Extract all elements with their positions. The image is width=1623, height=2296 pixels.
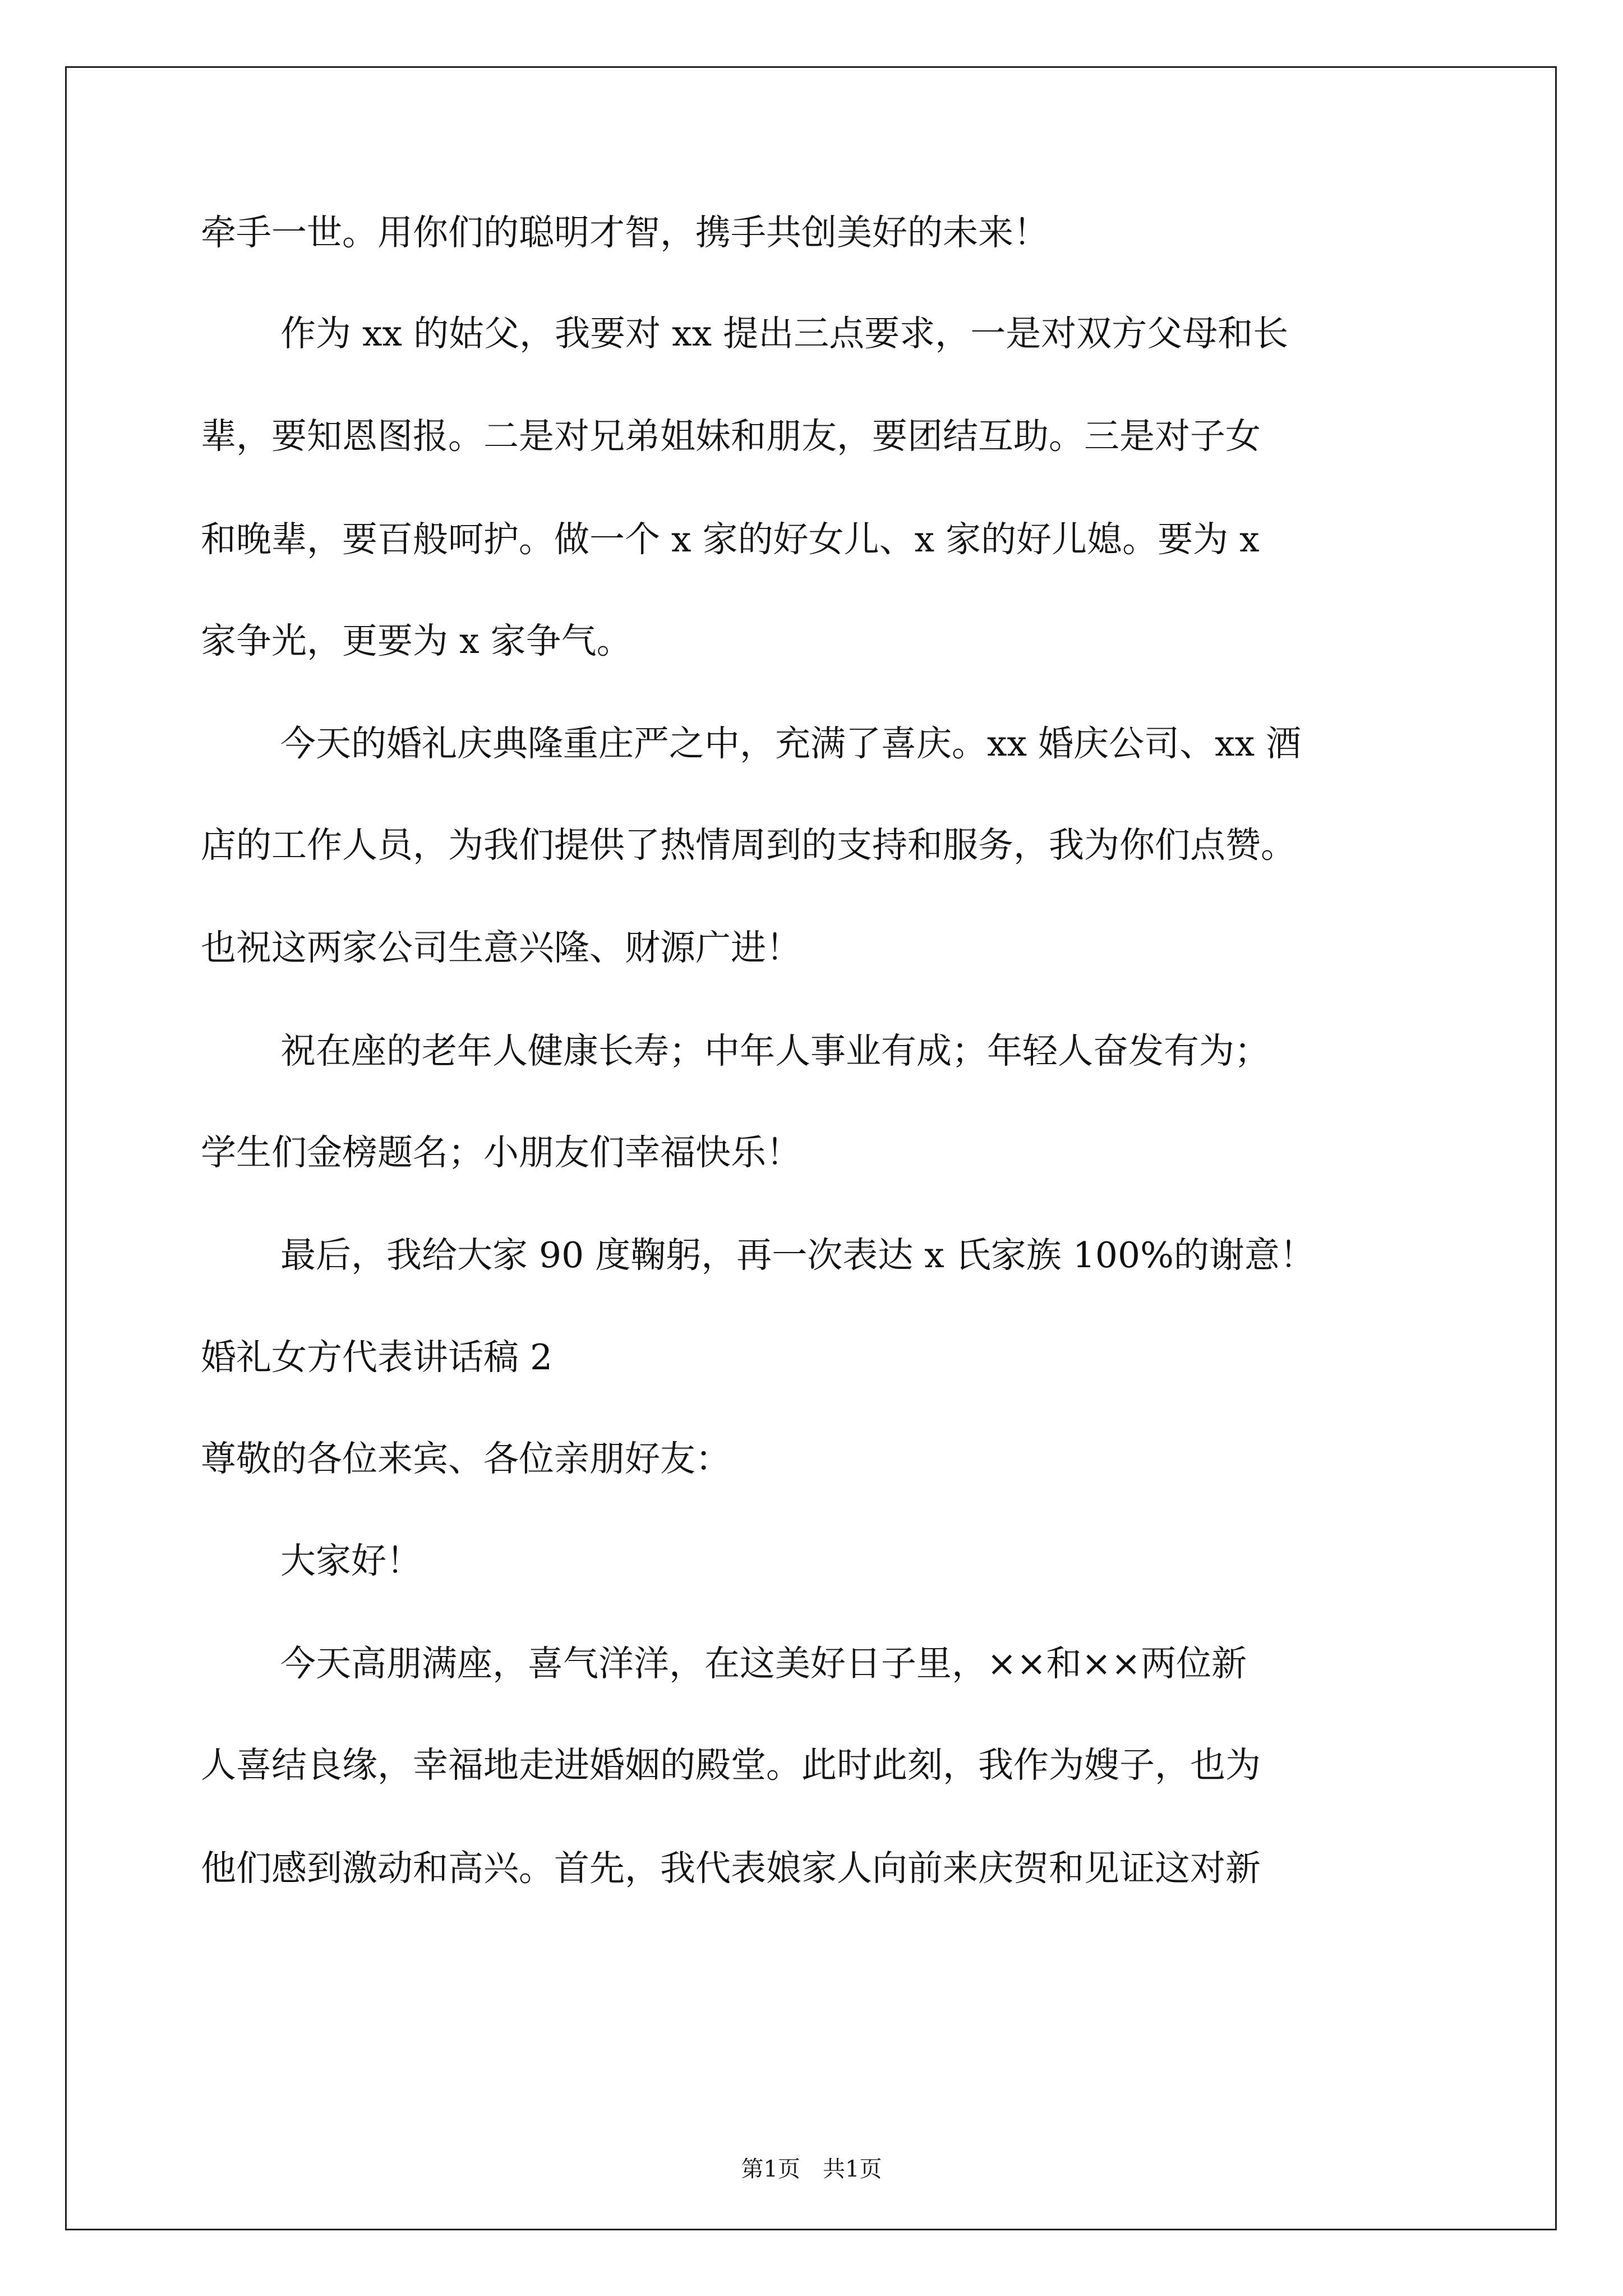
text-line: 辈，要知恩图报。二是对兄弟姐妹和朋友，要团结互助。三是对子女: [201, 416, 1261, 457]
text-line: 今天高朋满座，喜气洋洋，在这美好日子里，××和××两位新: [280, 1643, 1247, 1684]
text-line: 最后，我给大家 90 度鞠躬，再一次表达 x 氏家族 100%的谢意！: [280, 1235, 1315, 1276]
text-line: 也祝这两家公司生意兴隆、财源广进！: [201, 927, 801, 968]
text-line: 和晚辈，要百般呵护。做一个 x 家的好女儿、x 家的好儿媳。要为 x: [201, 519, 1260, 560]
text-line: 牵手一世。用你们的聪明才智，携手共创美好的未来！: [201, 212, 1049, 253]
text-line: 家争光，更要为 x 家争气。: [201, 620, 632, 661]
text-line: 他们感到激动和高兴。首先，我代表娘家人向前来庆贺和见证这对新: [201, 1848, 1261, 1889]
section-heading: 婚礼女方代表讲话稿 2: [201, 1337, 553, 1378]
text-line: 店的工作人员，为我们提供了热情周到的支持和服务，我为你们点赞。: [201, 825, 1296, 866]
text-line: 作为 xx 的姑父，我要对 xx 提出三点要求，一是对双方父母和长: [280, 313, 1289, 354]
text-line: 祝在座的老年人健康长寿；中年人事业有成；年轻人奋发有为；: [280, 1030, 1270, 1071]
text-line: 学生们金榜题名；小朋友们幸福快乐！: [201, 1132, 801, 1173]
salutation: 尊敬的各位来宾、各位亲朋好友：: [201, 1438, 731, 1479]
greeting: 大家好！: [280, 1540, 422, 1581]
page-footer: 第1页 共1页: [741, 2156, 882, 2182]
text-line: 人喜结良缘，幸福地走进婚姻的殿堂。此时此刻，我作为嫂子，也为: [201, 1745, 1261, 1786]
text-line: 今天的婚礼庆典隆重庄严之中，充满了喜庆。xx 婚庆公司、xx 酒: [280, 723, 1302, 764]
